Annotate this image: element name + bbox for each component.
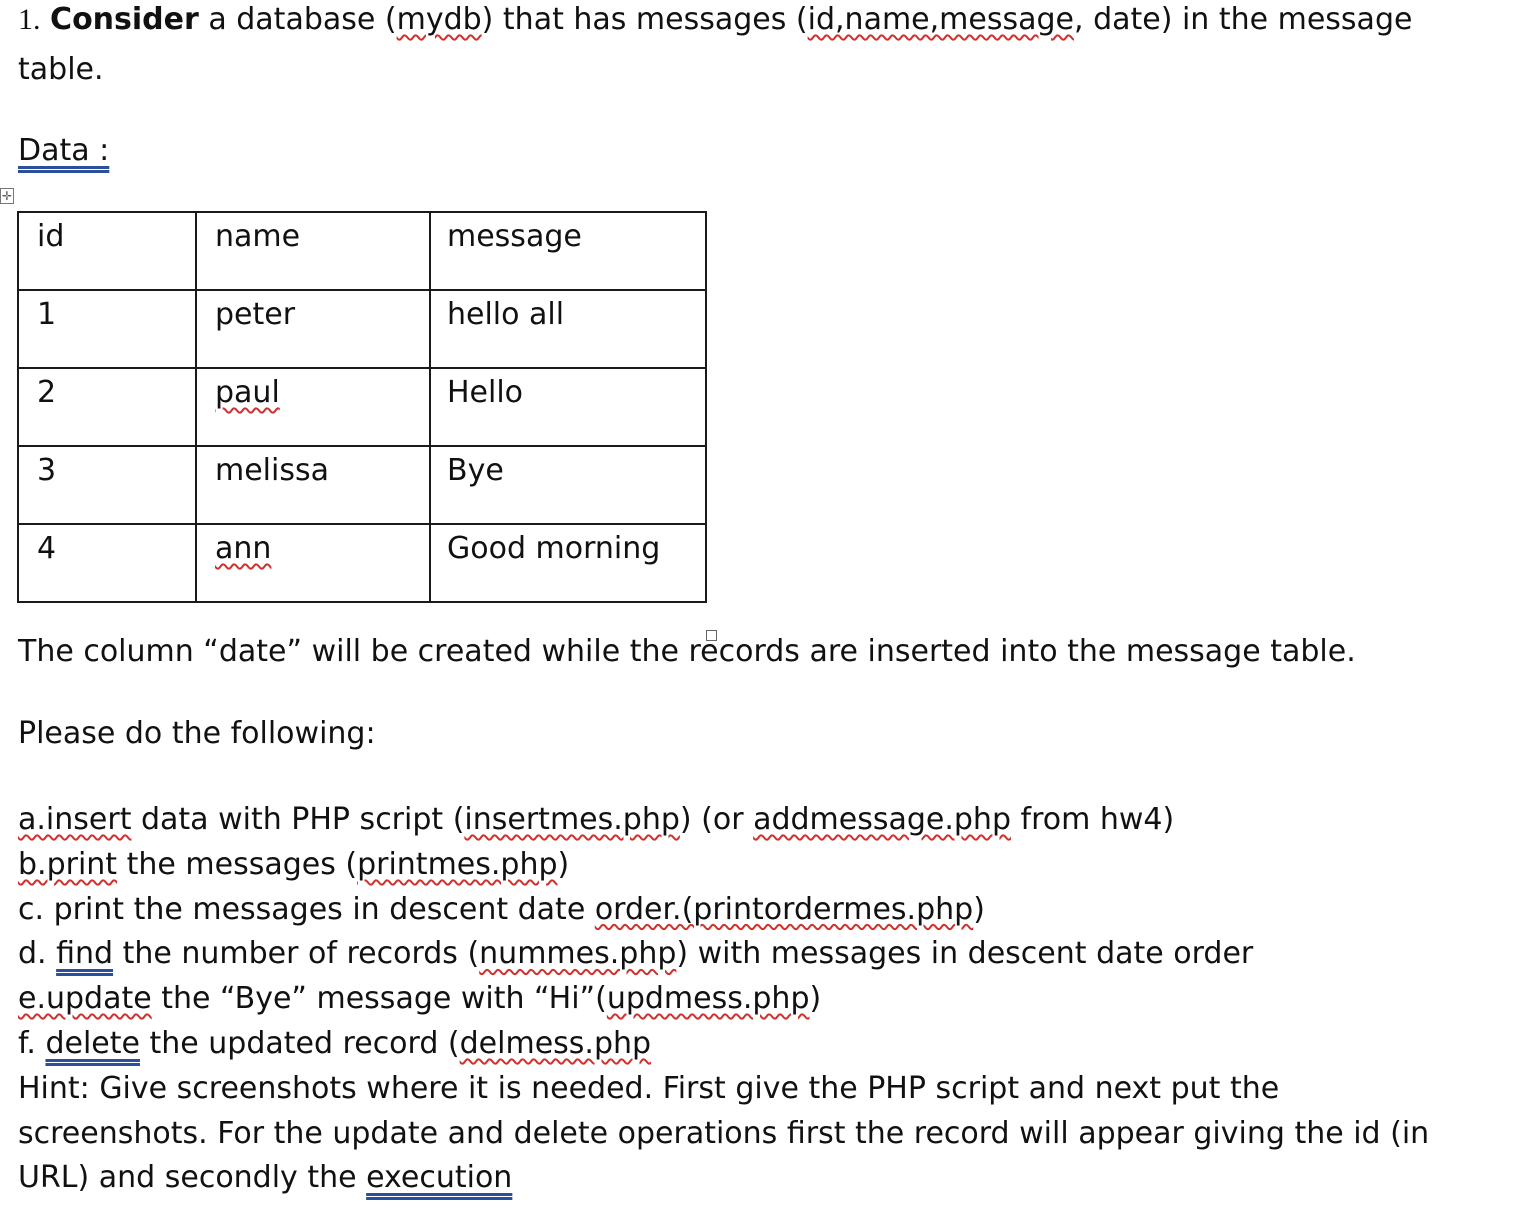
task-text: ) (or — [679, 802, 754, 837]
table-cell-id: 4 — [18, 524, 196, 602]
php-filename: printmes.php — [357, 846, 558, 882]
table-cell-name: peter — [196, 290, 430, 368]
task-text: c. print the messages in descent date — [18, 891, 595, 927]
php-filename: updmess.php — [606, 981, 810, 1017]
php-filename: addmessage.php — [753, 802, 1011, 837]
question-number: 1. — [18, 3, 41, 36]
hint-line-1: Hint: Give screenshots where it is needed. First give the PHP script and next put the — [18, 1070, 1280, 1106]
table-row — [18, 368, 706, 446]
task-e — [18, 977, 1429, 1022]
php-filename: nummes.php — [479, 936, 677, 972]
question-line-1 — [18, 2, 1412, 38]
table-cell-name — [196, 524, 430, 602]
instructions-heading: Please do the following: — [18, 716, 376, 751]
task-list — [18, 798, 1429, 1201]
question-line-2: table. — [18, 52, 104, 87]
hint-execution-word: execution — [366, 1160, 513, 1196]
table-row — [18, 290, 706, 368]
task-e-verb: e.update — [18, 981, 152, 1017]
table-cell-name — [196, 368, 430, 446]
task-text: data with PHP script ( — [131, 802, 465, 837]
php-filename: delmess.php — [459, 1025, 652, 1061]
task-text: from hw4) — [1011, 802, 1175, 837]
task-f-verb: delete — [45, 1025, 140, 1061]
table-header-cell: message — [430, 212, 706, 290]
php-filename: insertmes.php — [464, 802, 680, 837]
table-cell-message: hello all — [430, 290, 706, 368]
task-text: ) — [557, 846, 570, 882]
name-value: ann — [215, 531, 272, 566]
task-b-verb: b.print — [18, 846, 118, 882]
table-cell-id: 3 — [18, 446, 196, 524]
table-cell-name: melissa — [196, 446, 430, 524]
task-text: ) — [809, 981, 822, 1017]
messages-table — [17, 211, 707, 603]
task-text: ) — [973, 891, 985, 927]
php-filename: order.(printordermes.php — [594, 891, 974, 927]
name-value: paul — [215, 375, 280, 410]
fields-list: id,name,message — [807, 2, 1074, 37]
table-row — [18, 524, 706, 602]
task-d-verb: find — [56, 936, 114, 972]
date-column-note: The column “date” will be created while the records are inserted into the message table. — [18, 634, 1356, 669]
table-cell-id: 1 — [18, 290, 196, 368]
move-icon[interactable]: ✛ — [1, 189, 13, 203]
question-bold-word: Consider — [50, 2, 199, 37]
task-text: the messages ( — [117, 846, 358, 882]
task-text: ) with messages in descent date order — [676, 936, 1254, 972]
task-b — [18, 843, 1429, 888]
table-row — [18, 446, 706, 524]
hint-line-2: screenshots. For the update and delete operations first the record will appear giving the id (in — [18, 1115, 1430, 1151]
task-a-verb: a.insert — [18, 802, 132, 837]
task-text: the “Bye” message with “Hi”( — [151, 981, 607, 1017]
hint-line-3 — [18, 1156, 1429, 1201]
question-text: ) that has messages ( — [481, 2, 808, 37]
db-name: mydb — [396, 2, 482, 37]
table-cell-id: 2 — [18, 368, 196, 446]
question-text: , date) in the message — [1074, 2, 1413, 37]
task-text: f. — [18, 1025, 46, 1061]
task-d — [18, 932, 1429, 977]
task-text: the updated record ( — [139, 1025, 460, 1061]
data-label: Data : — [18, 133, 110, 168]
task-text: URL) and secondly the — [18, 1160, 367, 1196]
table-cell-message: Hello — [430, 368, 706, 446]
task-text: the number of records ( — [113, 936, 480, 972]
task-f — [18, 1022, 1429, 1067]
question-text: a database ( — [198, 2, 397, 37]
task-text: d. — [18, 936, 57, 972]
table-header-cell: name — [196, 212, 430, 290]
task-a — [18, 798, 1429, 843]
task-c — [18, 888, 1429, 933]
table-cell-message: Good morning — [430, 524, 706, 602]
table-cell-message: Bye — [430, 446, 706, 524]
table-header-cell: id — [18, 212, 196, 290]
table-header-row — [18, 212, 706, 290]
